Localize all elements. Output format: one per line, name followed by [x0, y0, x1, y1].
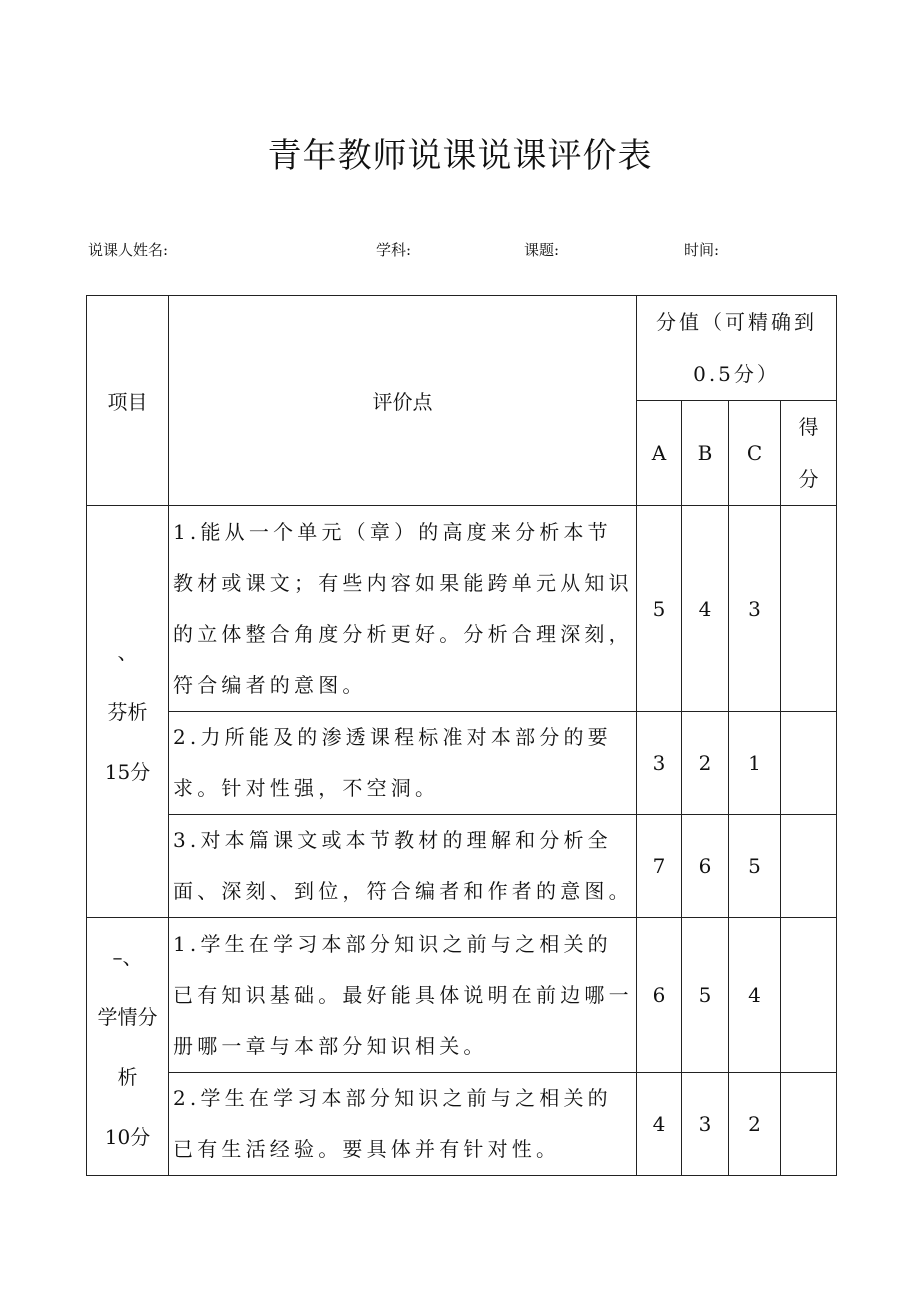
evaluation-table — [86, 295, 837, 1176]
header-col-a: A — [637, 401, 682, 506]
score-obtained-cell[interactable] — [781, 712, 837, 815]
table-row — [87, 1073, 837, 1176]
table-row — [87, 712, 837, 815]
header-col-c: C — [729, 401, 781, 506]
score-b: 4 — [682, 506, 729, 712]
header-score-col-line2: 分 — [798, 467, 819, 491]
criterion-text: 2.学生在学习本部分知识之前与之相关的已有生活经验。要具体并有针对性。 — [169, 1073, 637, 1176]
criterion-text: 1.学生在学习本部分知识之前与之相关的已有知识基础。最好能具体说明在前边哪一册哪一章与本部分知识相关。 — [169, 918, 637, 1073]
score-obtained-cell[interactable] — [781, 918, 837, 1073]
score-a: 4 — [637, 1073, 682, 1176]
section-label-line3: 15分 — [104, 759, 151, 784]
score-obtained-cell[interactable] — [781, 815, 837, 918]
header-row-1 — [87, 296, 837, 401]
table-row — [87, 506, 837, 712]
score-c: 5 — [729, 815, 781, 918]
section-label-line1: 、 — [117, 639, 138, 664]
score-c: 2 — [729, 1073, 781, 1176]
header-col-score — [781, 401, 837, 506]
score-a: 5 — [637, 506, 682, 712]
score-a: 7 — [637, 815, 682, 918]
score-obtained-cell[interactable] — [781, 1073, 837, 1176]
section-label — [87, 506, 169, 918]
score-b: 6 — [682, 815, 729, 918]
section-label-line4: 10分 — [104, 1124, 151, 1149]
score-c: 1 — [729, 712, 781, 815]
score-c: 3 — [729, 506, 781, 712]
header-score-line2: 0.5分） — [693, 362, 780, 386]
header-item — [87, 296, 169, 506]
score-c: 4 — [729, 918, 781, 1073]
header-score-line1: 分值（可精确到 — [656, 310, 817, 334]
score-b: 3 — [682, 1073, 729, 1176]
header-points — [169, 296, 637, 506]
section-label — [87, 918, 169, 1176]
section-label-line2: 学情分 — [97, 1004, 158, 1029]
subject-label: 学科: — [376, 241, 412, 259]
header-score-col-line1: 得 — [798, 415, 819, 439]
table-row — [87, 815, 837, 918]
score-a: 6 — [637, 918, 682, 1073]
score-obtained-cell[interactable] — [781, 506, 837, 712]
score-b: 2 — [682, 712, 729, 815]
score-a: 3 — [637, 712, 682, 815]
header-col-b: B — [682, 401, 729, 506]
section-label-line3: 析 — [117, 1064, 138, 1089]
criterion-text: 1.能从一个单元（章）的高度来分析本节教材或课文；有些内容如果能跨单元从知识的立体整合角度分析更好。分析合理深刻，符合编者的意图。 — [169, 506, 637, 712]
time-label: 时间: — [684, 241, 720, 259]
criterion-text: 3.对本篇课文或本节教材的理解和分析全面、深刻、到位，符合编者和作者的意图。 — [169, 815, 637, 918]
topic-label: 课题: — [524, 241, 560, 259]
header-item-label: 项目 — [107, 390, 148, 414]
section-label-line1: –、 — [112, 944, 143, 969]
header-points-label: 评价点 — [372, 390, 433, 414]
section-label-line2: 芬析 — [107, 699, 148, 724]
presenter-name-label: 说课人姓名: — [88, 241, 169, 259]
page-title: 青年教师说课说课评价表 — [267, 136, 653, 176]
score-b: 5 — [682, 918, 729, 1073]
header-score — [637, 296, 837, 401]
table-row — [87, 918, 837, 1073]
criterion-text: 2.力所能及的渗透课程标准对本部分的要求。针对性强，不空洞。 — [169, 712, 637, 815]
